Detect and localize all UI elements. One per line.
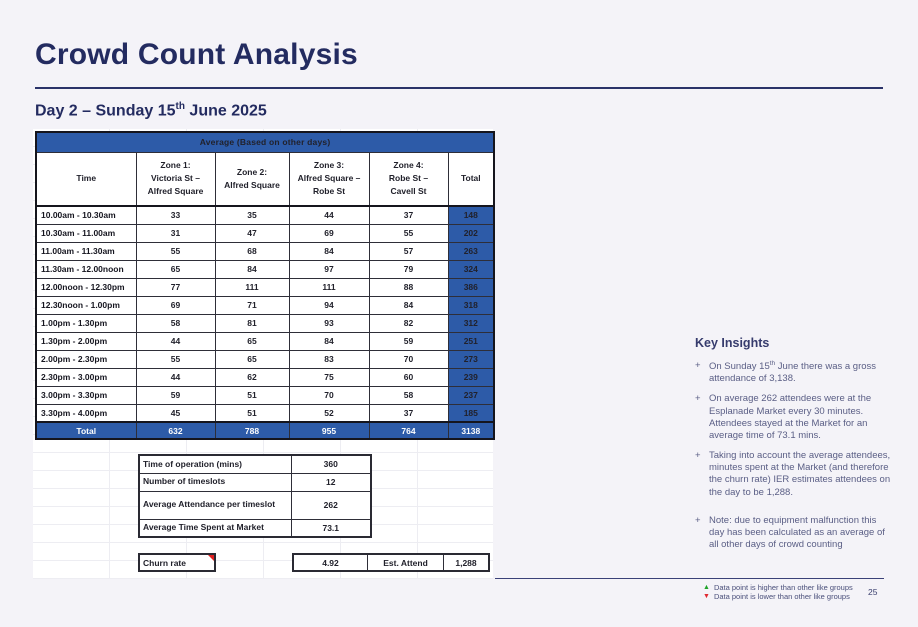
- total-cell: 263: [448, 242, 494, 260]
- key-insights-panel: [695, 336, 891, 559]
- col-header-zone2: [215, 152, 289, 206]
- time-cell: 3.30pm - 4.00pm: [36, 404, 136, 422]
- summary-label: Time of operation (mins): [139, 455, 291, 473]
- insight-text: Taking into account the average attendees, minutes spent at the Market (and therefore the churn rate) IER estimates attendees on the day to be 1,288.: [709, 450, 891, 498]
- zone1-cell: 58: [136, 314, 215, 332]
- summary-value: 12: [291, 473, 371, 491]
- zone1-line3: Alfred Square: [147, 186, 204, 197]
- zone3-cell: 111: [289, 278, 369, 296]
- col-header-total: Total: [448, 152, 494, 206]
- plus-bullet-icon: +: [695, 514, 701, 526]
- zone4-cell: 60: [369, 368, 448, 386]
- zone4-line2: Robe St –: [388, 173, 429, 184]
- table-row: [36, 332, 494, 350]
- churn-rate-label: Churn rate: [143, 557, 186, 568]
- zone3-cell: 93: [289, 314, 369, 332]
- zone2-cell: 84: [215, 260, 289, 278]
- summary-label: Average Attendance per timeslot: [139, 491, 291, 519]
- total-zone4: 764: [369, 422, 448, 439]
- zone1-cell: 77: [136, 278, 215, 296]
- est-attend-label: Est. Attend: [368, 555, 444, 570]
- time-cell: 1.00pm - 1.30pm: [36, 314, 136, 332]
- zone3-line1: Zone 3:: [313, 159, 345, 170]
- zone2-line1: Zone 2:: [236, 166, 268, 177]
- zone1-cell: 44: [136, 332, 215, 350]
- zone2-line2: Alfred Square: [224, 179, 280, 190]
- zone3-cell: 75: [289, 368, 369, 386]
- legend-row-higher: [703, 583, 853, 592]
- zone2-cell: 51: [215, 404, 289, 422]
- zone2-cell: 68: [215, 242, 289, 260]
- total-cell: 148: [448, 206, 494, 224]
- table-row: [36, 386, 494, 404]
- zone4-cell: 88: [369, 278, 448, 296]
- summary-value: 262: [291, 491, 371, 519]
- table-header-row: [36, 152, 494, 206]
- time-cell: 12.00noon - 12.30pm: [36, 278, 136, 296]
- zone1-cell: 44: [136, 368, 215, 386]
- total-cell: 318: [448, 296, 494, 314]
- total-cell: 386: [448, 278, 494, 296]
- total-zone1: 632: [136, 422, 215, 439]
- zone1-cell: 31: [136, 224, 215, 242]
- insight-text-pre: On Sunday 15: [709, 361, 770, 373]
- churn-values-strip: [292, 553, 490, 572]
- key-insights-list: [695, 360, 891, 551]
- zone4-cell: 84: [369, 296, 448, 314]
- summary-value: 360: [291, 455, 371, 473]
- zone4-cell: 59: [369, 332, 448, 350]
- zone3-line3: Robe St: [312, 186, 346, 197]
- zone2-cell: 111: [215, 278, 289, 296]
- table-row: [36, 296, 494, 314]
- zone3-cell: 44: [289, 206, 369, 224]
- up-triangle-icon: ▲: [703, 584, 710, 591]
- total-zone2: 788: [215, 422, 289, 439]
- zone1-cell: 45: [136, 404, 215, 422]
- table-row: [36, 206, 494, 224]
- zone2-cell: 47: [215, 224, 289, 242]
- zone3-cell: 69: [289, 224, 369, 242]
- time-cell: 3.00pm - 3.30pm: [36, 386, 136, 404]
- plus-bullet-icon: +: [695, 393, 701, 405]
- title-divider: [35, 87, 883, 89]
- total-cell: 237: [448, 386, 494, 404]
- zone3-cell: 83: [289, 350, 369, 368]
- summary-table: [138, 454, 372, 538]
- total-cell: 185: [448, 404, 494, 422]
- zone3-cell: 84: [289, 332, 369, 350]
- summary-row: [139, 473, 371, 491]
- subtitle-superscript: th: [175, 101, 185, 112]
- table-total-row: [36, 422, 494, 439]
- total-row-label: Total: [36, 422, 136, 439]
- zone4-cell: 58: [369, 386, 448, 404]
- time-cell: 2.00pm - 2.30pm: [36, 350, 136, 368]
- churn-rate-value: 4.92: [294, 555, 368, 570]
- zone2-cell: 81: [215, 314, 289, 332]
- plus-bullet-icon: +: [695, 450, 701, 462]
- down-triangle-icon: ▼: [703, 593, 710, 600]
- day-subtitle: [35, 101, 267, 120]
- col-header-zone4: [369, 152, 448, 206]
- table-banner: Average (Based on other days): [36, 132, 494, 152]
- summary-row: [139, 491, 371, 519]
- zone1-cell: 59: [136, 386, 215, 404]
- zone2-cell: 65: [215, 350, 289, 368]
- legend-lower-text: Data point is lower than other like groups: [713, 592, 850, 601]
- zone4-cell: 79: [369, 260, 448, 278]
- zone3-cell: 94: [289, 296, 369, 314]
- crowd-count-table: [35, 131, 495, 440]
- zone2-cell: 65: [215, 332, 289, 350]
- zone4-line1: Zone 4:: [393, 159, 424, 170]
- zone4-cell: 37: [369, 206, 448, 224]
- summary-row: [139, 519, 371, 537]
- footer-divider: [495, 578, 884, 579]
- time-cell: 11.00am - 11.30am: [36, 242, 136, 260]
- zone4-cell: 57: [369, 242, 448, 260]
- churn-rate-label-cell: [138, 553, 216, 572]
- zone1-cell: 33: [136, 206, 215, 224]
- summary-label: Number of timeslots: [139, 473, 291, 491]
- legend-row-lower: [703, 592, 853, 601]
- table-row: [36, 224, 494, 242]
- total-cell: 202: [448, 224, 494, 242]
- zone4-cell: 70: [369, 350, 448, 368]
- time-cell: 2.30pm - 3.00pm: [36, 368, 136, 386]
- time-cell: 11.30am - 12.00noon: [36, 260, 136, 278]
- zone4-line3: Cavell St: [390, 186, 427, 197]
- table-row: [36, 314, 494, 332]
- zone2-cell: 35: [215, 206, 289, 224]
- time-cell: 10.30am - 11.00am: [36, 224, 136, 242]
- total-cell: 239: [448, 368, 494, 386]
- total-cell: 273: [448, 350, 494, 368]
- subtitle-text: Day 2 – Sunday 15: [35, 102, 176, 120]
- zone2-cell: 51: [215, 386, 289, 404]
- insight-text-post: June there was a gross attendance of 3,138.: [709, 361, 877, 385]
- table-row: [36, 242, 494, 260]
- table-row: [36, 260, 494, 278]
- time-cell: 12.30noon - 1.00pm: [36, 296, 136, 314]
- table-row: [36, 368, 494, 386]
- legend-higher-text: Data point is higher than other like groups: [713, 583, 853, 592]
- zone1-cell: 55: [136, 350, 215, 368]
- table-row: [36, 350, 494, 368]
- insight-item: [695, 393, 891, 442]
- zone3-line2: Alfred Square –: [297, 173, 361, 184]
- insight-text: [709, 360, 891, 385]
- insight-text: Note: due to equipment malfunction this day has been calculated as an average of all other days of crowd counting: [709, 514, 885, 551]
- insight-item: [695, 450, 891, 499]
- data-point-legend: [703, 583, 853, 601]
- insight-item: [695, 360, 891, 385]
- insight-superscript: th: [769, 360, 776, 367]
- insight-item: [695, 515, 891, 551]
- total-cell: 312: [448, 314, 494, 332]
- summary-value: 73.1: [291, 519, 371, 537]
- page-title: Crowd Count Analysis: [35, 38, 358, 71]
- col-header-zone1: [136, 152, 215, 206]
- subtitle-text-rest: June 2025: [184, 102, 267, 120]
- zone3-cell: 84: [289, 242, 369, 260]
- est-attend-value: 1,288: [455, 557, 477, 568]
- zone4-cell: 82: [369, 314, 448, 332]
- total-zone3: 955: [289, 422, 369, 439]
- zone4-cell: 55: [369, 224, 448, 242]
- insight-text: On average 262 attendees were at the Esplanade Market every 30 minutes. Attendees stayed at the Market for an average time of 73.1 mins.: [709, 393, 872, 441]
- summary-row: [139, 455, 371, 473]
- key-insights-heading: Key Insights: [695, 336, 770, 350]
- time-cell: 1.30pm - 2.00pm: [36, 332, 136, 350]
- table-row: [36, 404, 494, 422]
- zone4-cell: 37: [369, 404, 448, 422]
- col-header-time: Time: [36, 152, 136, 206]
- zone2-cell: 71: [215, 296, 289, 314]
- table-banner-row: [36, 132, 494, 152]
- zone3-cell: 52: [289, 404, 369, 422]
- zone3-cell: 70: [289, 386, 369, 404]
- zone1-line1: Zone 1:: [160, 159, 191, 170]
- zone1-cell: 69: [136, 296, 215, 314]
- comment-marker-icon: [208, 555, 214, 561]
- grand-total: 3138: [448, 422, 494, 439]
- summary-label: Average Time Spent at Market: [139, 519, 291, 537]
- zone2-cell: 62: [215, 368, 289, 386]
- plus-bullet-icon: +: [695, 360, 701, 371]
- time-cell: 10.00am - 10.30am: [36, 206, 136, 224]
- zone3-cell: 97: [289, 260, 369, 278]
- col-header-zone3: [289, 152, 369, 206]
- page-number: 25: [868, 587, 878, 597]
- table-row: [36, 278, 494, 296]
- zone1-cell: 55: [136, 242, 215, 260]
- zone1-cell: 65: [136, 260, 215, 278]
- total-cell: 324: [448, 260, 494, 278]
- total-cell: 251: [448, 332, 494, 350]
- zone1-line2: Victoria St –: [151, 173, 200, 184]
